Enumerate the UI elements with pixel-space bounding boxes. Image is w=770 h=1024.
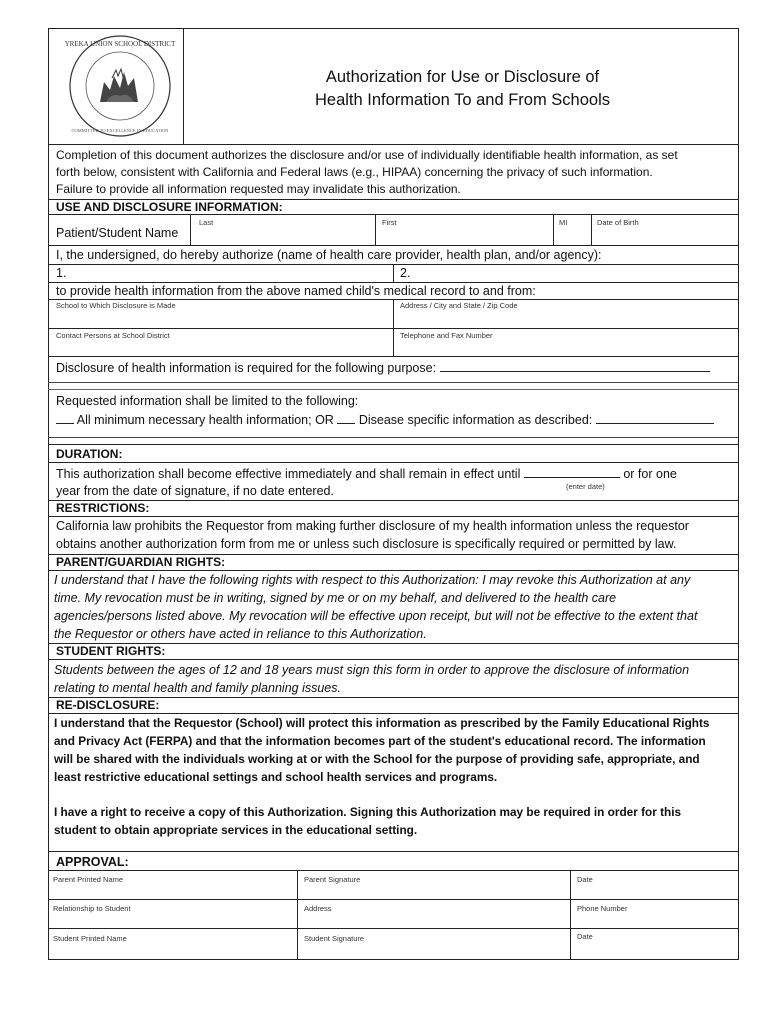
contact-persons-field[interactable]: Contact Persons at School District [56, 331, 170, 340]
limited-text: Requested information shall be limited to the following: [56, 394, 359, 408]
expiration-date-input[interactable] [524, 464, 620, 478]
title-line-2: Health Information To and From Schools [314, 91, 610, 109]
district-logo [62, 32, 178, 140]
provide-text: to provide health information from the above named child's medical record to and from: [56, 284, 536, 298]
option-all-checkbox[interactable] [56, 410, 74, 424]
option-specific-checkbox[interactable] [337, 410, 355, 424]
duration-line-1: This authorization shall become effective immediately and shall remain in effect until or for one [56, 464, 736, 483]
restrictions-text: California law prohibits the Requestor from making further disclosure of my health information unless the requestor obtains another authorization form from me or unless such disclosure is specifically required or permitted by law. [56, 519, 689, 551]
purpose-row: Disclosure of health information is required for the following purpose: [56, 358, 736, 377]
patient-name-label: Patient/Student Name [56, 226, 179, 240]
school-field[interactable]: School to Which Disclosure is Made [56, 301, 176, 310]
address-city-zip-field[interactable]: Address / City and State / Zip Code [400, 301, 518, 310]
telephone-fax-field[interactable]: Telephone and Fax Number [400, 331, 493, 340]
date-of-birth-field[interactable]: Date of Birth [597, 218, 639, 227]
authorize-text: I, the undersigned, do hereby authorize (name of health care provider, health plan, and/or agency): [56, 248, 602, 262]
address-field[interactable]: Address [304, 904, 332, 913]
disease-specific-input[interactable] [596, 410, 714, 424]
student-printed-name-field[interactable]: Student Printed Name [53, 934, 127, 943]
redisclosure-paragraph-1: I understand that the Requestor (School) will protect this information as prescribed by the Family Educational Rights and Privacy Act (FERPA) and that the information becomes part of the student's educational record. The information will be shared with the individuals working at or with the School for the purpose of providing safe, appropriate, and least restrictive educational settings and school health services and programs. [54, 716, 710, 784]
student-rights-heading: STUDENT RIGHTS: [56, 644, 166, 658]
redisclosure-paragraph-2: I have a right to receive a copy of this Authorization. Signing this Authorization may be required in order for this student to obtain appropriate services in the educational setting. [54, 805, 682, 837]
intro-text: Completion of this document authorizes the disclosure and/or use of individually identifiable health information, as set forth below, consistent with California and Federal laws (e.g., HIPAA) concerning the privacy of such information. Failure to provide all information requested may invalidate this authorization. [56, 148, 678, 196]
student-signature-field[interactable]: Student Signature [304, 934, 365, 943]
parent-printed-name-field[interactable]: Parent Printed Name [53, 875, 124, 884]
approval-heading: APPROVAL: [56, 855, 129, 869]
purpose-input[interactable] [440, 358, 710, 372]
limit-options-row: All minimum necessary health information; OR Disease specific information as described: [56, 410, 736, 429]
provider-2-field[interactable]: 2. [400, 266, 411, 280]
duration-line-2: year from the date of signature, if no date entered. [56, 484, 334, 498]
logo-motto: COMMITTED TO EXCELLENCE IN EDUCATION [71, 128, 169, 133]
redisclosure-heading: RE-DISCLOSURE: [56, 698, 160, 712]
use-disclosure-heading: USE AND DISCLOSURE INFORMATION: [56, 200, 283, 214]
middle-initial-field[interactable]: MI [559, 218, 568, 227]
date-field-2[interactable]: Date [577, 932, 593, 941]
logo-ring-text: YREKA UNION SCHOOL DISTRICT [64, 40, 176, 48]
last-name-field[interactable]: Last [199, 218, 214, 227]
relationship-field[interactable]: Relationship to Student [53, 904, 131, 913]
first-name-field[interactable]: First [382, 218, 397, 227]
restrictions-heading: RESTRICTIONS: [56, 501, 150, 515]
parent-rights-text: I understand that I have the following rights with respect to this Authorization: I may revoke this Authorization at any time. My revocation must be in writing, signed by me or on my behalf, and delivered to the health care agencies/persons listed above. My revocation will be effective upon receipt, but will not be effective to the extent that the Requestor or others have acted in reliance to this Authorization. [54, 573, 698, 641]
provider-1-field[interactable]: 1. [56, 266, 67, 280]
page-title [190, 66, 735, 112]
title-line-1: Authorization for Use or Disclosure of [325, 68, 600, 86]
phone-number-field[interactable]: Phone Number [577, 904, 628, 913]
date-field-1[interactable]: Date [577, 875, 593, 884]
student-rights-text: Students between the ages of 12 and 18 years must sign this form in order to approve the disclosure of information relating to mental health and family planning issues. [54, 663, 690, 695]
duration-heading: DURATION: [56, 447, 123, 461]
enter-date-hint: (enter date) [566, 482, 605, 491]
parent-rights-heading: PARENT/GUARDIAN RIGHTS: [56, 555, 226, 569]
parent-signature-field[interactable]: Parent Signature [304, 875, 361, 884]
